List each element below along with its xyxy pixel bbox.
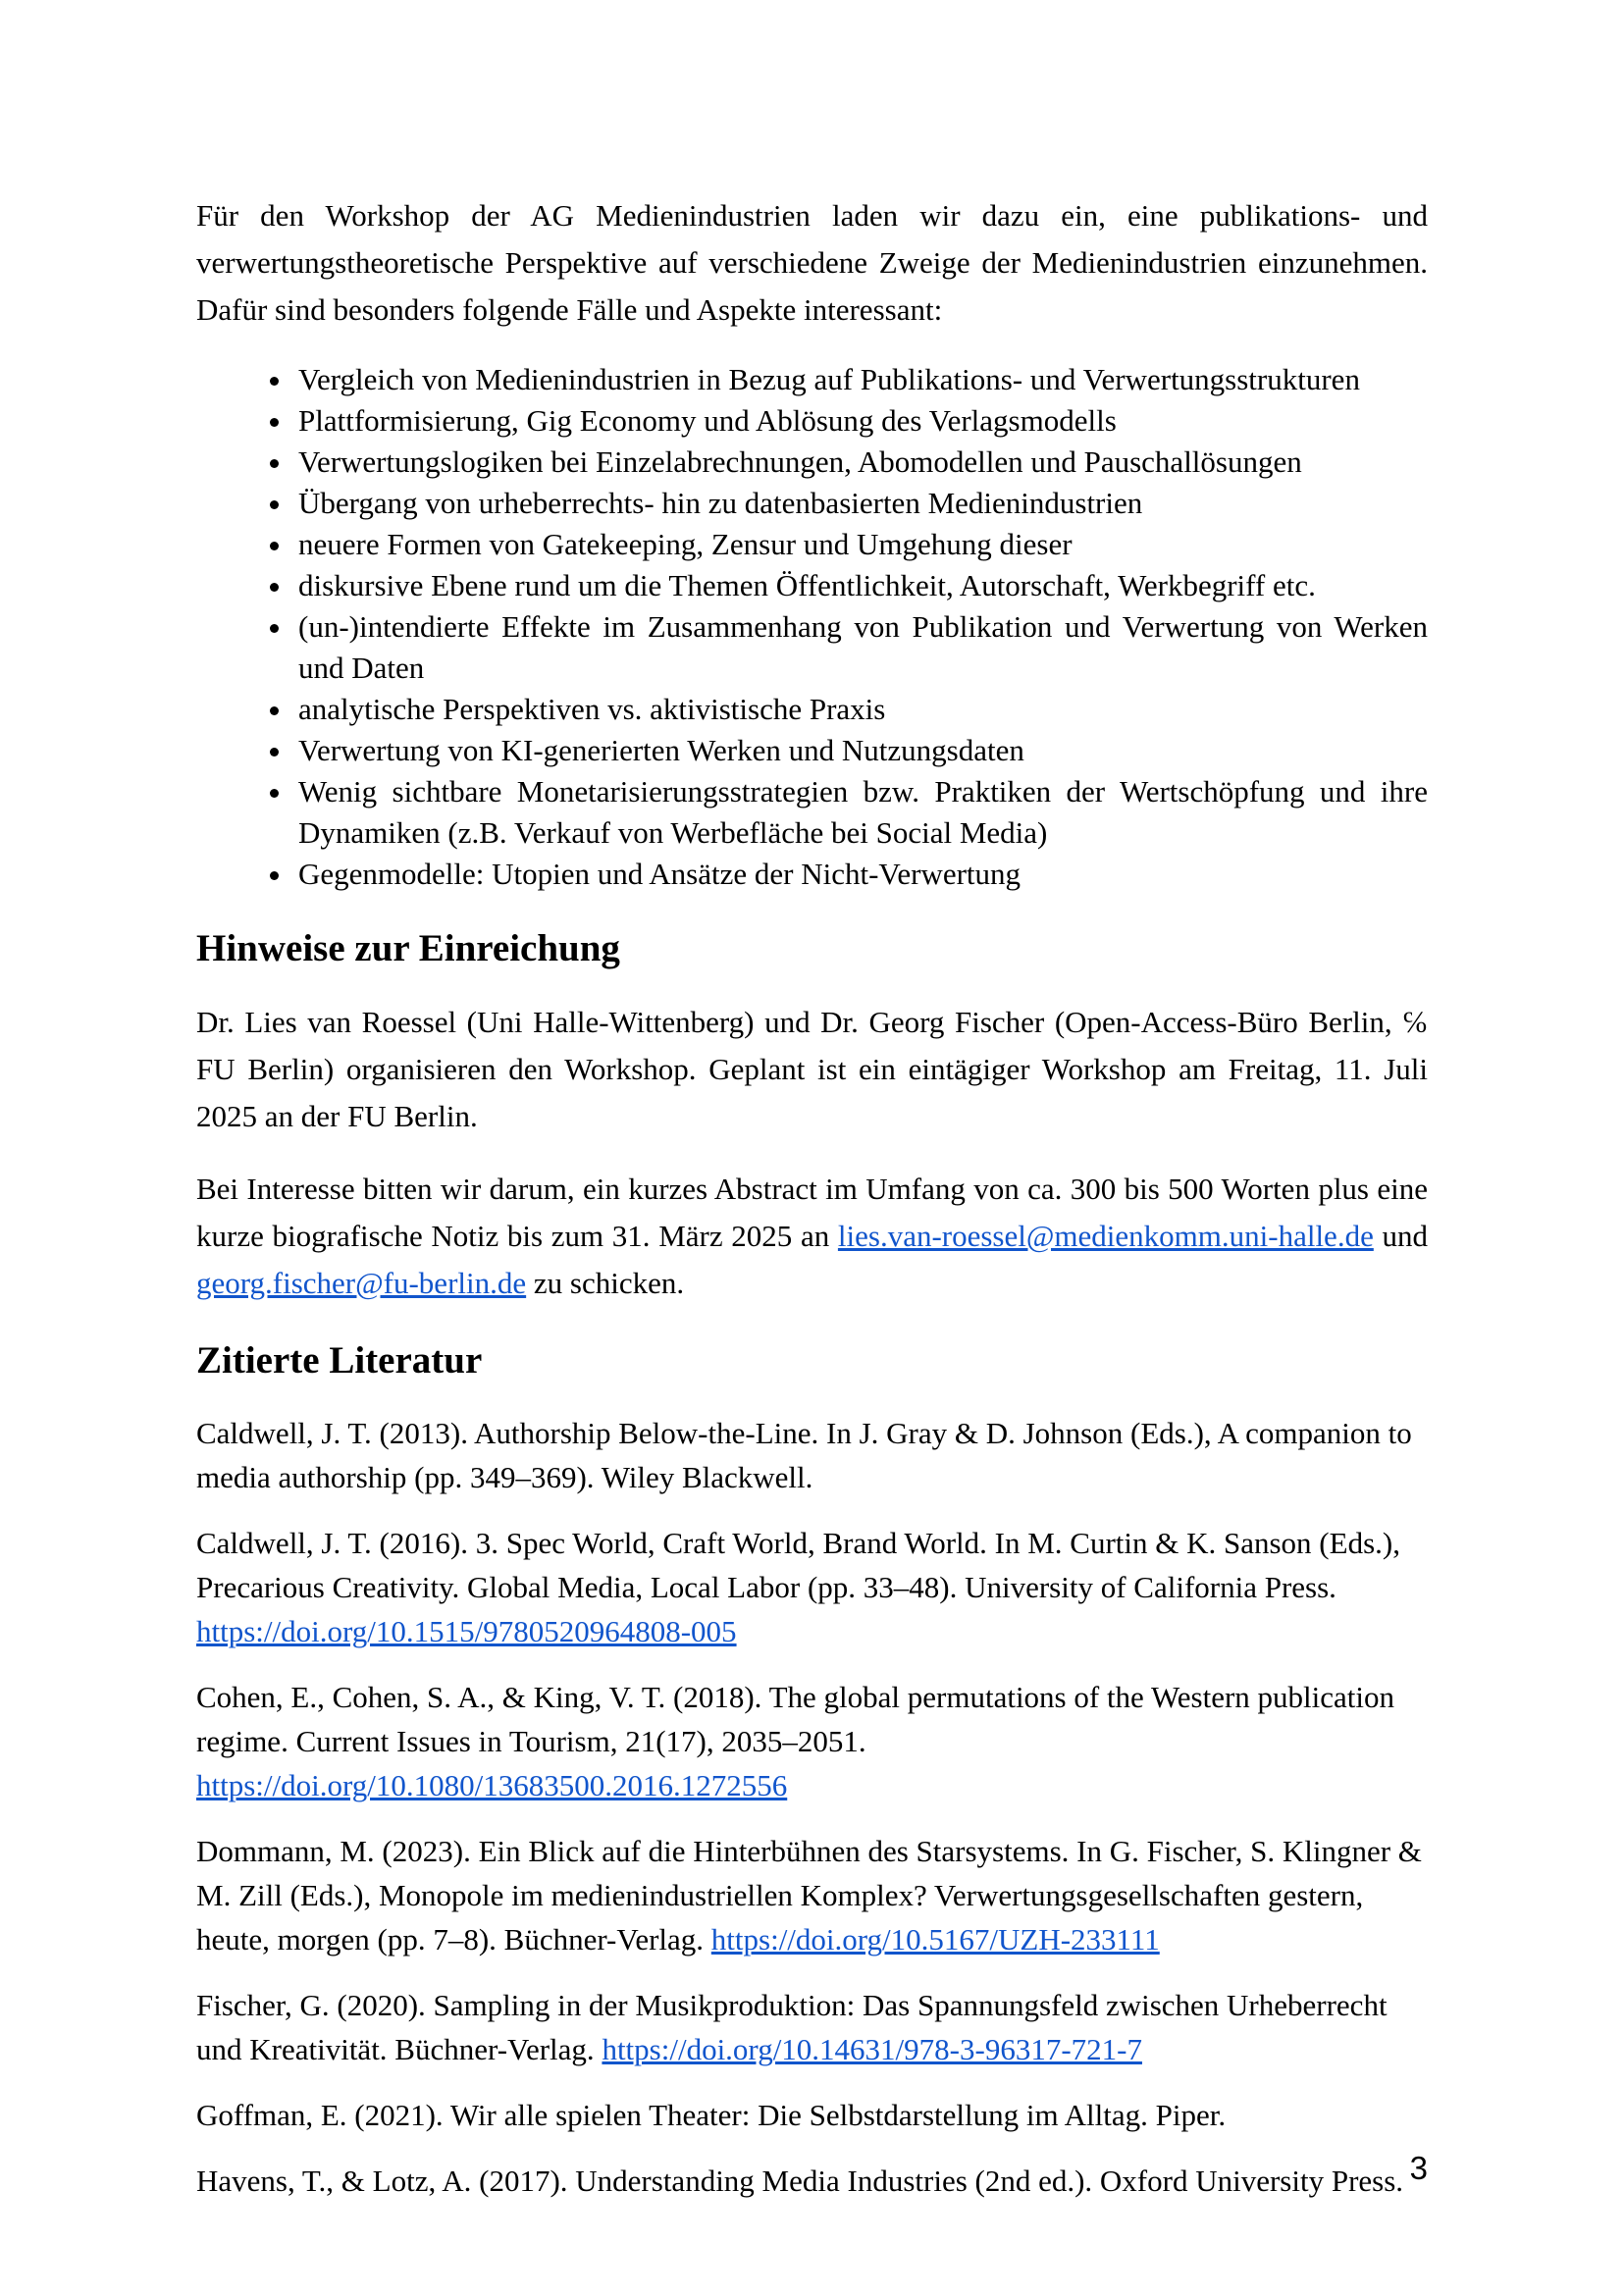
email-link-lies-van-roessel[interactable]: lies.van-roessel@medienkomm.uni-halle.de bbox=[837, 1219, 1374, 1253]
list-item: • Gegenmodelle: Utopien und Ansätze der Nicht-Verwertung bbox=[294, 854, 1428, 895]
reference-caldwell-2016: Caldwell, J. T. (2016). 3. Spec World, Craft World, Brand World. In M. Curtin & K. Sanson (Eds.), Precarious Creativity. Global Media, Local Labor (pp. 33–48). University of California Press. https://doi.org/10.1515/9780520964808-005 bbox=[196, 1526, 1400, 1648]
organizers-paragraph: Dr. Lies van Roessel (Uni Halle-Wittenberg) und Dr. Georg Fischer (Open-Access-Büro Berlin, ℅ FU Berlin) organisieren den Workshop. Geplant ist ein eintägiger Workshop am Freitag, 11. Juli 2025 an der FU Berlin. bbox=[196, 1005, 1428, 1133]
list-item: • analytische Perspektiven vs. aktivistische Praxis bbox=[294, 689, 1428, 730]
reference-fischer-2020: Fischer, G. (2020). Sampling in der Musikproduktion: Das Spannungsfeld zwischen Urheberrecht und Kreativität. Büchner-Verlag. https://doi.org/10.14631/978-3-96317-721-7 bbox=[196, 1988, 1388, 2066]
section-heading-literature: Zitierte Literatur bbox=[196, 1339, 483, 1382]
list-item: • diskursive Ebene rund um die Themen Öffentlichkeit, Autorschaft, Werkbegriff etc. bbox=[294, 565, 1428, 606]
list-item: • Verwertungslogiken bei Einzelabrechnungen, Abomodellen und Pauschallösungen bbox=[294, 442, 1428, 483]
email-link-georg-fischer[interactable]: georg.fischer@fu-berlin.de bbox=[196, 1266, 527, 1300]
reference-havens-lotz-2017: Havens, T., & Lotz, A. (2017). Understanding Media Industries (2nd ed.). Oxford University Press. bbox=[196, 2164, 1404, 2198]
list-item: • Vergleich von Medienindustrien in Bezug auf Publikations- und Verwertungsstrukturen bbox=[294, 359, 1428, 400]
doi-link-caldwell-2016[interactable]: https://doi.org/10.1515/9780520964808-005 bbox=[196, 1614, 737, 1648]
reference-dommann-2023: Dommann, M. (2023). Ein Blick auf die Hinterbühnen des Starsystems. In G. Fischer, S. Klingner & M. Zill (Eds.), Monopole im medienindustriellen Komplex? Verwertungsgesellschaften gestern, heute, morgen (pp. 7–8). Büchner-Verlag. https://doi.org/10.5167/UZH-233111 bbox=[196, 1834, 1422, 1956]
reference-goffman-2021: Goffman, E. (2021). Wir alle spielen Theater: Die Selbstdarstellung im Alltag. Piper. bbox=[196, 2098, 1227, 2132]
doi-link-cohen-2018[interactable]: https://doi.org/10.1080/13683500.2016.1272556 bbox=[196, 1768, 788, 1802]
intro-paragraph: Für den Workshop der AG Medienindustrien laden wir dazu ein, eine publikations- und verwertungstheoretische Perspektive auf verschiedene Zweige der Medienindustrien einzunehmen. Dafür sind besonders folgende Fälle und Aspekte interessant: bbox=[196, 198, 1428, 327]
list-item: • Plattformisierung, Gig Economy und Ablösung des Verlagsmodells bbox=[294, 400, 1428, 442]
section-heading-submission: Hinweise zur Einreichung bbox=[196, 927, 620, 969]
list-item: • Wenig sichtbare Monetarisierungsstrategien bzw. Praktiken der Wertschöpfung und ihre Dynamiken (z.B. Verkauf von Werbefläche bei Social Media) bbox=[294, 771, 1428, 854]
abstract-submission-paragraph: Bei Interesse bitten wir darum, ein kurzes Abstract im Umfang von ca. 300 bis 500 Worten plus eine kurze biografische Notiz bis zum 31. März 2025 an lies.van-roessel@medienkomm.uni-halle.de und georg.fischer@fu-berlin.de zu schicken. bbox=[196, 1172, 1428, 1300]
list-item: • Übergang von urheberrechts- hin zu datenbasierten Medienindustrien bbox=[294, 483, 1428, 524]
page-number: 3 bbox=[1409, 2150, 1428, 2186]
topics-list bbox=[196, 359, 1428, 895]
list-item: • (un-)intendierte Effekte im Zusammenhang von Publikation und Verwertung von Werken und Daten bbox=[294, 606, 1428, 689]
list-item: • Verwertung von KI-generierten Werken und Nutzungsdaten bbox=[294, 730, 1428, 771]
reference-cohen-2018: Cohen, E., Cohen, S. A., & King, V. T. (2018). The global permutations of the Western publication regime. Current Issues in Tourism, 21(17), 2035–2051. https://doi.org/10.1080/13683500.2016.1272556 bbox=[196, 1680, 1395, 1802]
list-item: • neuere Formen von Gatekeeping, Zensur und Umgehung dieser bbox=[294, 524, 1428, 565]
doi-link-dommann-2023[interactable]: https://doi.org/10.5167/UZH-233111 bbox=[710, 1922, 1160, 1956]
reference-caldwell-2013: Caldwell, J. T. (2013). Authorship Below-the-Line. In J. Gray & D. Johnson (Eds.), A companion to media authorship (pp. 349–369). Wiley Blackwell. bbox=[196, 1416, 1412, 1494]
doi-link-fischer-2020[interactable]: https://doi.org/10.14631/978-3-96317-721-7 bbox=[602, 2032, 1142, 2066]
